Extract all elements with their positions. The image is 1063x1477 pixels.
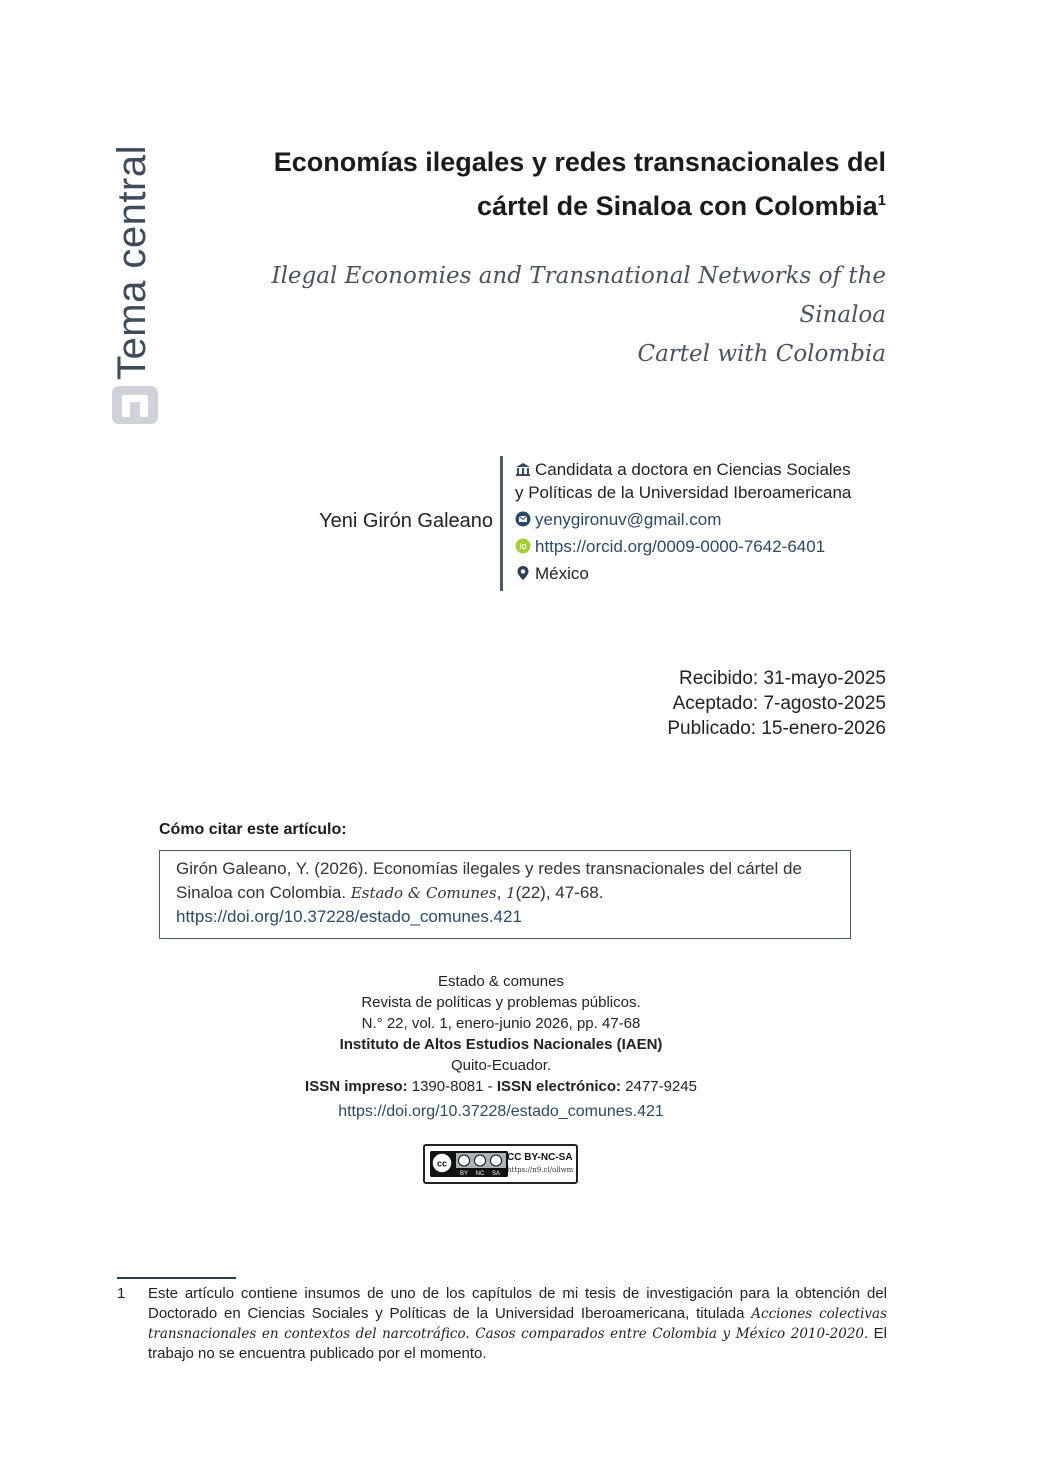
email-icon (515, 511, 531, 527)
author-country: México (535, 564, 589, 583)
journal-issue: N.° 22, vol. 1, enero-junio 2026, pp. 47-68 (361, 1015, 641, 1032)
journal-issn (200, 1076, 802, 1097)
cc-tag-by: BY (459, 1171, 469, 1177)
footnote-rule (117, 1277, 236, 1279)
date-accepted: Aceptado: 7-agosto-2025 (672, 693, 886, 714)
footnote (117, 1284, 887, 1364)
cc-license-badge[interactable] (423, 1144, 578, 1184)
issn-print-label: ISSN impreso: (305, 1078, 408, 1095)
svg-text:cc: cc (436, 1158, 448, 1169)
issn-online: 2477-9245 (625, 1078, 697, 1095)
article-title-en-line2: Cartel with Colombia (637, 341, 886, 367)
article-title-en (200, 257, 886, 374)
footnote-number: 1 (117, 1285, 126, 1302)
article-title-es-line2: cártel de Sinaloa con Colombia (477, 191, 878, 221)
date-received: Recibido: 31-mayo-2025 (678, 668, 886, 689)
journal-info (200, 971, 802, 1122)
journal-institute: Instituto de Altos Estudios Nacionales (IAEN) (339, 1036, 663, 1053)
license-title: CC BY-NC-SA (507, 1152, 573, 1163)
author-name: Yeni Girón Galeano (319, 510, 493, 532)
author-info (515, 458, 895, 585)
journal-doi-link[interactable]: https://doi.org/10.37228/estado_comunes.421 (338, 1103, 664, 1120)
cc-tag-sa: SA (491, 1171, 501, 1177)
issn-online-label: ISSN electrónico: (496, 1078, 622, 1095)
section-label-text: Tema central (110, 145, 154, 380)
citation-volume: 1 (506, 884, 516, 902)
journal-name: Estado & comunes (438, 973, 564, 990)
location-icon (515, 565, 531, 581)
article-title-es-line1: Economías ilegales y redes transnacionales del (273, 147, 886, 177)
license-url[interactable]: https://n9.cl/ollwm (507, 1166, 574, 1174)
footnote-marker[interactable]: 1 (877, 192, 886, 209)
citation-pages: (22), 47-68. (515, 883, 604, 902)
author-divider (500, 456, 503, 591)
cc-tag-nc: NC (475, 1171, 485, 1177)
affiliation-line1: Candidata a doctora en Ciencias Sociales (535, 460, 851, 479)
cc-license-icon (430, 1151, 508, 1177)
citation-doi-link[interactable]: https://doi.org/10.37228/estado_comunes.421 (176, 907, 522, 926)
citation-text: Girón Galeano, Y. (2026). Economías ilegales y redes transnacionales del cártel de Sinaloa con Colombia. (176, 859, 802, 902)
footnote-text-part1: Este artículo contiene insumos de uno de los capítulos de mi tesis de investigación para la obtención del Doctorado en Ciencias Sociales y Políticas de la Universidad Iberoamericana, titulada (148, 1285, 887, 1322)
footnote-text-part2: . El trabajo no se encuentra publicado por el momento. (148, 1325, 887, 1362)
issn-separator: - (483, 1078, 497, 1095)
citation-journal: Estado & Comunes (350, 884, 497, 902)
affiliation-line2: y Políticas de la Universidad Iberoamericana (515, 483, 852, 502)
footnote-text (148, 1284, 887, 1364)
article-title-en-line1: Ilegal Economies and Transnational Networks of the Sinaloa (271, 263, 886, 328)
svg-text:iD: iD (519, 544, 527, 551)
journal-logo-icon (112, 386, 158, 424)
orcid-icon (515, 538, 531, 554)
citation-sep: , (496, 883, 507, 902)
author-email-link[interactable]: yenygironuv@gmail.com (535, 510, 722, 529)
citation-box (159, 850, 851, 939)
article-title-es (220, 140, 886, 228)
institution-icon (515, 461, 531, 477)
citation-heading: Cómo citar este artículo: (159, 821, 347, 838)
date-published: Publicado: 15-enero-2026 (667, 718, 886, 739)
publication-dates (600, 666, 886, 741)
issn-print: 1390-8081 (411, 1078, 484, 1095)
journal-subtitle: Revista de políticas y problemas públicos. (361, 994, 641, 1011)
footnote-thesis-title: Acciones colectivas transnacionales en contextos del narcotráfico. Casos comparados entre Colombia y México 2010-2020 (148, 1306, 888, 1342)
author-orcid-link[interactable]: https://orcid.org/0009-0000-7642-6401 (535, 537, 826, 556)
journal-city: Quito-Ecuador. (450, 1057, 552, 1074)
